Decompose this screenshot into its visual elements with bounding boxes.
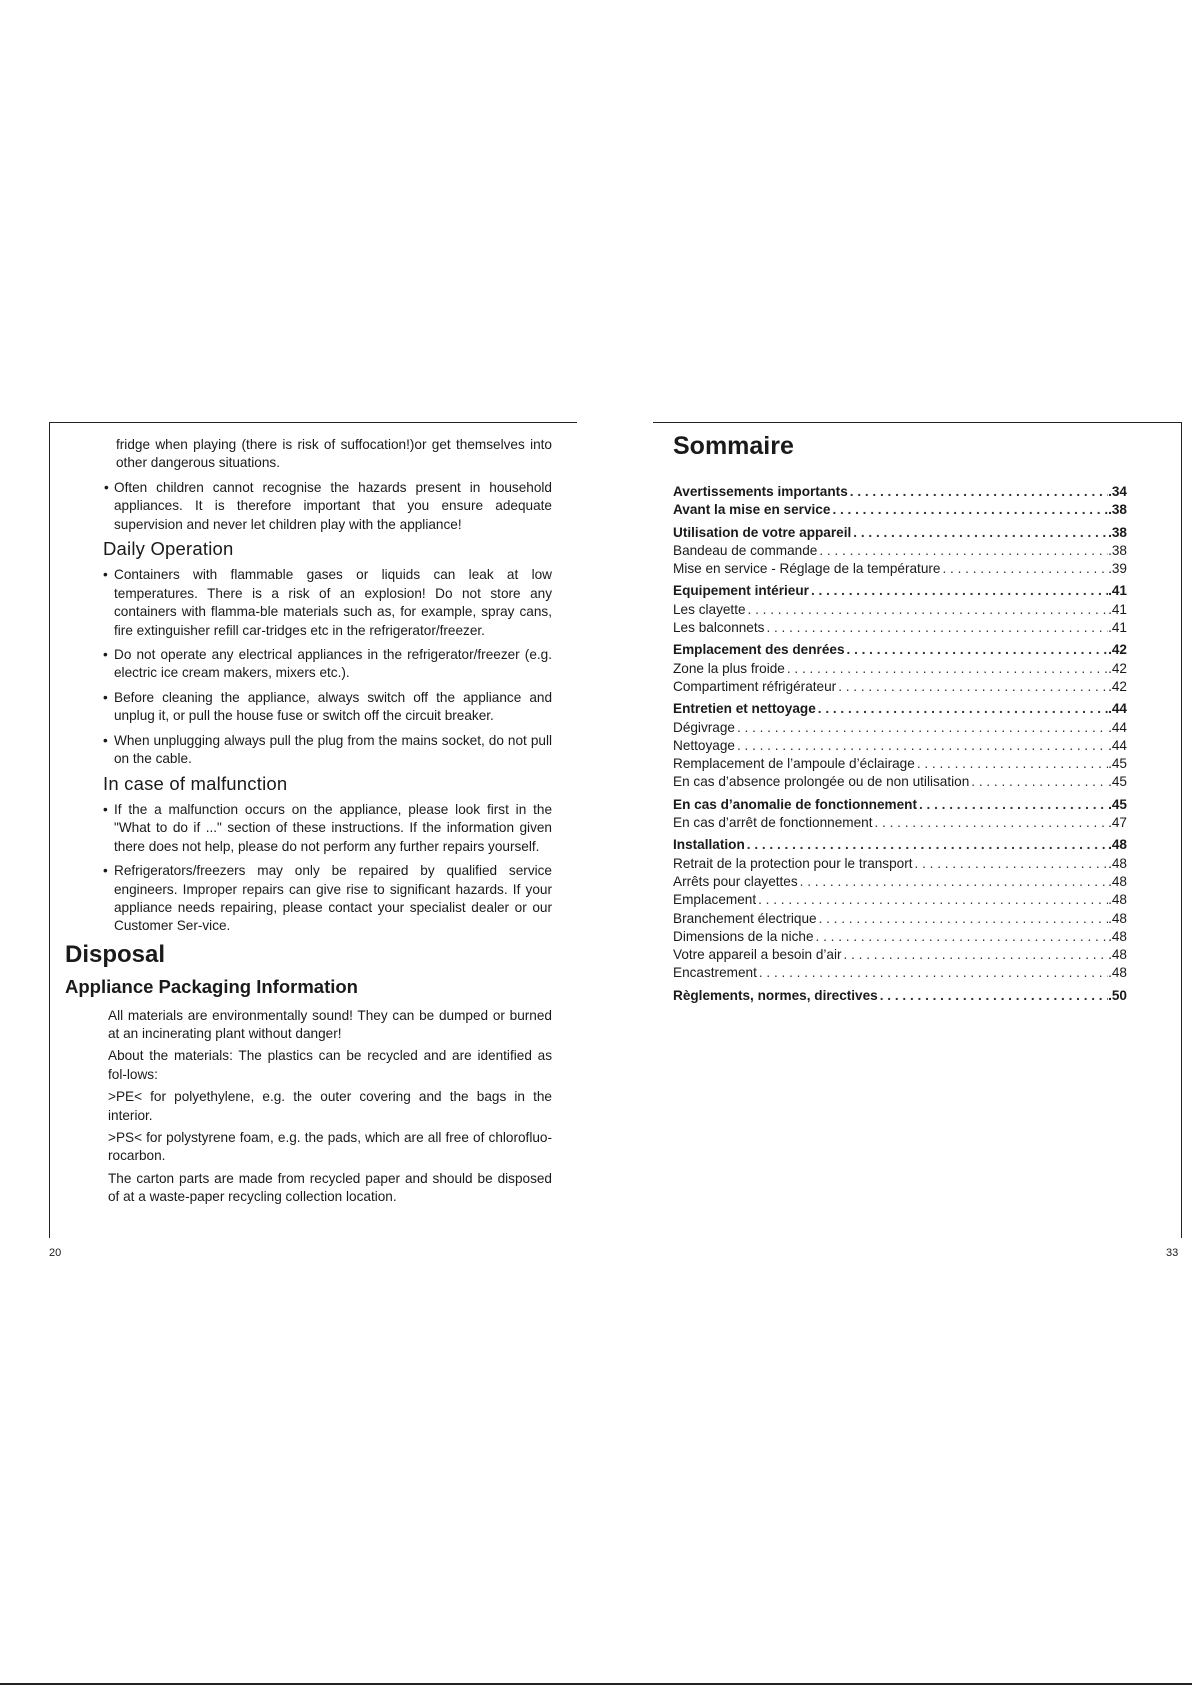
toc-entry-page: .48: [1108, 910, 1127, 926]
bullet-dot-icon: •: [103, 689, 108, 705]
daily-operation-heading: Daily Operation: [103, 538, 234, 560]
toc-leader-dots: [830, 501, 1108, 519]
toc-entry-page: .41: [1108, 583, 1127, 599]
toc-entry-label: Emplacement: [673, 892, 757, 908]
toc-entry[interactable]: [673, 524, 1127, 542]
toc-entry-page: .45: [1108, 796, 1127, 812]
toc-leader-dots: [836, 678, 1108, 696]
toc-entry-page: .42: [1108, 678, 1127, 694]
toc-leader-dots: [785, 660, 1108, 678]
toc-leader-dots: [969, 773, 1108, 791]
toc-entry-label: Utilisation de votre appareil: [673, 524, 852, 540]
toc-entry-page: .48: [1108, 855, 1127, 871]
toc-entry[interactable]: [673, 601, 1127, 619]
toc-entry-label: Zone la plus froide: [673, 660, 785, 676]
toc-leader-dots: [817, 910, 1109, 928]
toc-entry[interactable]: [673, 483, 1127, 501]
toc-entry-page: .38: [1108, 524, 1127, 540]
list-item: [66, 801, 552, 856]
toc-leader-dots: [746, 601, 1109, 619]
toc-leader-dots: [913, 855, 1109, 873]
toc-entry-page: .41: [1108, 620, 1127, 636]
list-item: [66, 566, 552, 640]
bullet-dot-icon: •: [104, 479, 109, 495]
toc-entry-label: Avertissements importants: [673, 484, 848, 499]
toc-entry-page: .44: [1108, 719, 1127, 735]
toc-entry-page: .38: [1108, 502, 1127, 518]
toc-entry-page: .48: [1108, 947, 1127, 963]
toc-entry[interactable]: [673, 560, 1127, 578]
toc-entry[interactable]: [673, 855, 1127, 873]
toc-entry-label: En cas d’anomalie de fonctionnement: [673, 796, 917, 812]
toc-leader-dots: [917, 796, 1108, 814]
bullet-dot-icon: •: [103, 732, 108, 748]
bullet-dot-icon: •: [103, 567, 108, 583]
toc-leader-dots: [817, 542, 1108, 560]
toc-leader-dots: [756, 891, 1108, 909]
toc-entry[interactable]: [673, 987, 1127, 1005]
malfunction-heading: In case of malfunction: [103, 772, 288, 794]
toc-entry[interactable]: [673, 678, 1127, 696]
toc-entry-page: .38: [1108, 542, 1127, 558]
toc-entry-label: En cas d’absence prolongée ou de non utilisation: [673, 774, 970, 790]
list-item-text: Refrigerators/freezers may only be repaired by qualified service engineers. Improper repairs can give rise to significant hazards. If your appliance needs repairing, please contact your specialist dealer or our Customer Ser-vice.: [114, 863, 552, 934]
toc-entry-page: .41: [1108, 601, 1127, 617]
paragraph: >PE< for polyethylene, e.g. the outer covering and the bags in the interior.: [108, 1089, 552, 1123]
toc-entry-page: .47: [1108, 815, 1127, 831]
toc-entry-page: .48: [1108, 928, 1127, 944]
toc-entry-label: Equipement intérieur: [673, 583, 809, 599]
toc-entry-page: .45: [1108, 774, 1127, 790]
list-item-text: When unplugging always pull the plug from the mains socket, do not pull on the cable.: [114, 732, 552, 767]
toc-entry-label: Arrêts pour clayettes: [673, 873, 798, 889]
toc-entry-label: Mise en service - Réglage de la température: [673, 561, 941, 577]
toc-entry[interactable]: [673, 737, 1127, 755]
toc-entry-page: .39: [1108, 561, 1127, 577]
toc-entry[interactable]: [673, 964, 1127, 982]
paragraph: All materials are environmentally sound! They can be dumped or burned at an incinerating plant without danger!: [108, 1007, 552, 1041]
list-item: [66, 689, 552, 726]
toc-entry-label: Retrait de la protection pour le transport: [673, 855, 913, 871]
toc-entry-label: Compartiment réfrigérateur: [673, 678, 837, 694]
packaging-paragraphs: [66, 1007, 552, 1207]
toc-entry-label: Entretien et nettoyage: [673, 701, 816, 717]
bullet-dot-icon: •: [103, 647, 108, 663]
toc-entry[interactable]: [673, 946, 1127, 964]
toc-entry-label: Votre appareil a besoin d’air: [673, 947, 842, 963]
paragraph: >PS< for polystyrene foam, e.g. the pads, which are all free of chlorofluo-rocarbon.: [108, 1130, 552, 1164]
toc-entry-page: .44: [1108, 737, 1127, 753]
left-page-top-rule: [49, 422, 577, 423]
list-item-text: Do not operate any electrical appliances in the refrigerator/freezer (e.g. electric ice cream makers, mixers etc.).: [114, 647, 552, 681]
list-item-text: If the a malfunction occurs on the appliance, please look first in the "What to do if ..." section of these instructions. If the information given there does not help, please do not perform any further repairs yourself.: [114, 801, 552, 854]
toc-leader-dots: [845, 641, 1109, 659]
toc-entry-page: .48: [1108, 873, 1127, 889]
disposal-heading: Disposal: [65, 940, 166, 968]
paragraph: The carton parts are made from recycled paper and should be disposed of at a waste-paper recycling collection location.: [108, 1170, 552, 1205]
toc-entry-label: Emplacement des denrées: [673, 642, 845, 658]
list-item-text: Containers with flammable gases or liquids can leak at low temperatures. There is a risk of an explosion! Do not store any containers with flamma-ble materials such as, for example, spray cans, fire extinguisher refill car-tridges etc in the refrigerator/freezer.: [114, 567, 552, 638]
list-item: [66, 862, 552, 936]
toc-entry[interactable]: [673, 755, 1127, 773]
toc-leader-dots: [878, 987, 1108, 1005]
toc-entry[interactable]: [673, 891, 1127, 909]
paragraph: About the materials: The plastics can be recycled and are identified as fol-lows:: [108, 1048, 552, 1082]
toc-leader-dots: [848, 483, 1108, 501]
toc-leader-dots: [873, 814, 1109, 832]
toc-leader-dots: [798, 873, 1108, 891]
toc-entry[interactable]: [673, 836, 1127, 854]
toc-title: Sommaire: [673, 432, 794, 460]
bullet-dot-icon: •: [103, 863, 108, 879]
toc-entry[interactable]: [673, 796, 1127, 814]
packaging-heading: Appliance Packaging Information: [65, 976, 358, 998]
toc-entry[interactable]: [673, 700, 1127, 718]
toc-leader-dots: [764, 619, 1108, 637]
toc-entry-label: En cas d’arrêt de fonctionnement: [673, 815, 873, 831]
toc-leader-dots: [735, 737, 1108, 755]
toc-entry-page: .48: [1108, 965, 1127, 981]
toc-entry[interactable]: [673, 582, 1127, 600]
right-page-content: [673, 432, 1127, 1005]
toc-leader-dots: [816, 700, 1108, 718]
left-page-number: 20: [49, 1247, 62, 1259]
toc-entry-page: .34: [1108, 484, 1127, 499]
list-item: [66, 479, 552, 534]
toc-entry[interactable]: [673, 501, 1127, 519]
toc-leader-dots: [735, 719, 1108, 737]
right-page-number: 33: [1166, 1247, 1179, 1259]
toc-leader-dots: [842, 946, 1109, 964]
left-page-content: [66, 436, 552, 1211]
right-page-top-rule: [653, 422, 1182, 423]
toc-leader-dots: [851, 524, 1108, 542]
intro-continuation: fridge when playing (there is risk of suffocation!)or get themselves into other dangerous situations.: [116, 437, 552, 471]
toc-entry-page: .45: [1108, 756, 1127, 772]
right-page-side-rule: [1181, 422, 1182, 1238]
left-page-side-rule: [49, 422, 50, 1238]
toc-entry[interactable]: [673, 719, 1127, 737]
list-item-text: Often children cannot recognise the hazards present in household appliances. It is therefore important that you ensure adequate supervision and never let children play with the appliance!: [114, 479, 552, 532]
toc-entry-page: .50: [1108, 987, 1127, 1003]
toc-entry[interactable]: [673, 619, 1127, 637]
toc-entry-label: Règlements, normes, directives: [673, 987, 878, 1003]
toc-entry-label: Bandeau de commande: [673, 542, 818, 558]
toc-entry-page: .48: [1108, 892, 1127, 908]
toc-entry-label: Avant la mise en service: [673, 502, 831, 518]
toc-entry-page: .44: [1108, 701, 1127, 717]
toc-entry-label: Les clayette: [673, 601, 746, 617]
toc-leader-dots: [814, 928, 1109, 946]
toc-leader-dots: [915, 755, 1108, 773]
toc-entry-label: Encastrement: [673, 965, 757, 981]
toc-entry-label: Remplacement de l’ampoule d’éclairage: [673, 756, 915, 772]
list-item: [66, 646, 552, 683]
toc-leader-dots: [757, 964, 1108, 982]
toc-entry[interactable]: [673, 928, 1127, 946]
list-item: [66, 732, 552, 769]
table-of-contents: [673, 483, 1127, 1005]
toc-leader-dots: [809, 582, 1108, 600]
toc-entry-label: Nettoyage: [673, 737, 735, 753]
toc-entry[interactable]: [673, 773, 1127, 791]
toc-leader-dots: [940, 560, 1108, 578]
toc-entry[interactable]: [673, 542, 1127, 560]
toc-entry[interactable]: [673, 814, 1127, 832]
toc-entry-label: Dégivrage: [673, 719, 735, 735]
bullet-dot-icon: •: [103, 801, 108, 817]
toc-entry-label: Dimensions de la niche: [673, 928, 814, 944]
toc-entry[interactable]: [673, 910, 1127, 928]
toc-entry-label: Les balconnets: [673, 620, 765, 636]
toc-entry-label: Branchement électrique: [673, 910, 817, 926]
toc-entry[interactable]: [673, 660, 1127, 678]
toc-entry[interactable]: [673, 641, 1127, 659]
list-item-text: Before cleaning the appliance, always switch off the appliance and unplug it, or pull the house fuse or switch off the circuit breaker.: [114, 689, 552, 724]
toc-leader-dots: [745, 836, 1108, 854]
toc-entry-label: Installation: [673, 837, 745, 853]
toc-entry-page: .42: [1108, 660, 1127, 676]
toc-entry-page: .42: [1108, 642, 1127, 658]
toc-entry-page: .48: [1108, 837, 1127, 853]
toc-entry[interactable]: [673, 873, 1127, 891]
